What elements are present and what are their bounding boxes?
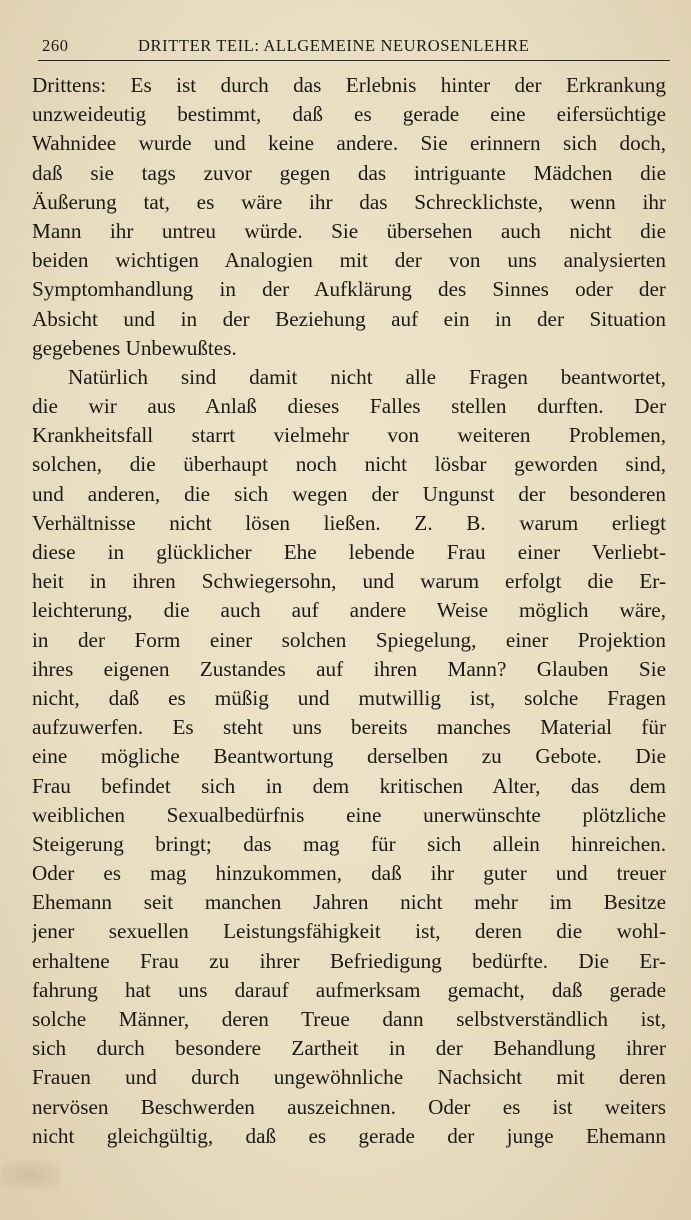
text-line: solche Männer, deren Treue dann selbstverständlich ist, <box>32 1007 666 1031</box>
text-line: Oder es mag hinzukommen, daß ihr guter und treuer <box>32 861 666 886</box>
text-line: Frau befindet sich in dem kritischen Alter, das dem <box>32 773 666 798</box>
paragraph-end-line: gegebenes Unbewußtes. <box>32 335 237 360</box>
text-line: Mann ihr untreu würde. Sie übersehen auch nicht die <box>32 218 666 243</box>
text-line: nervösen Beschwerden auszeichnen. Oder es ist weiters <box>32 1094 666 1119</box>
text-line: Steigerung bringt; das mag für sich allein hinreichen. <box>32 831 666 856</box>
text-line: Verhältnisse nicht lösen ließen. Z. B. warum erliegt <box>32 510 666 535</box>
text-line: in der Form einer solchen Spiegelung, einer Projektion <box>32 627 666 652</box>
text-line: sich durch besondere Zartheit in der Behandlung ihrer <box>32 1036 666 1061</box>
text-line: weiblichen Sexualbedürfnis eine unerwünschte plötzliche <box>32 802 666 827</box>
page-number: 260 <box>42 36 69 55</box>
text-line: ihres eigenen Zustandes auf ihren Mann? Glauben Sie <box>32 656 666 681</box>
text-line: nicht, daß es müßig und mutwillig ist, solche Fragen <box>32 685 666 710</box>
text-line: leichterung, die auch auf andere Weise möglich wäre, <box>32 598 666 623</box>
text-line: Ehemann seit manchen Jahren nicht mehr im Besitze <box>32 890 666 915</box>
text-line: Krankheitsfall starrt vielmehr von weiteren Problemen, <box>32 423 666 448</box>
paper-stain <box>1 1160 61 1190</box>
text-line: daß sie tags zuvor gegen das intriguante Mädchen die <box>32 160 666 185</box>
text-line: nicht gleichgültig, daß es gerade der junge Ehemann <box>32 1123 666 1148</box>
text-line: Wahnidee wurde und keine andere. Sie erinnern sich doch, <box>32 131 666 156</box>
body-text <box>32 71 666 1151</box>
text-line: die wir aus Anlaß dieses Falles stellen durften. Der <box>32 394 666 419</box>
text-line: diese in glücklicher Ehe lebende Frau einer Verliebt- <box>32 540 666 564</box>
text-line: heit in ihren Schwiegersohn, und warum erfolgt die Er- <box>32 569 666 594</box>
text-line: Absicht und in der Beziehung auf ein in der Situation <box>32 306 666 331</box>
paragraph-start-line: Natürlich sind damit nicht alle Fragen beantwortet, <box>68 364 666 389</box>
text-line: Drittens: Es ist durch das Erlebnis hinter der Erkrankung <box>32 73 666 97</box>
running-head <box>38 36 670 61</box>
running-title: DRITTER TEIL: ALLGEMEINE NEUROSENLEHRE <box>138 36 530 55</box>
text-line: aufzuwerfen. Es steht uns bereits manches Material für <box>32 715 666 740</box>
text-line: und anderen, die sich wegen der Ungunst der besonderen <box>32 481 666 506</box>
text-line: eine mögliche Beantwortung derselben zu Gebote. Die <box>32 744 666 769</box>
text-line: jener sexuellen Leistungsfähigkeit ist, deren die wohl- <box>32 919 666 944</box>
text-line: Äußerung tat, es wäre ihr das Schrecklichste, wenn ihr <box>32 189 666 214</box>
text-line: unzweideutig bestimmt, daß es gerade eine eifersüchtige <box>32 102 666 127</box>
text-line: Symptomhandlung in der Aufklärung des Sinnes oder der <box>32 277 666 302</box>
text-line: fahrung hat uns darauf aufmerksam gemacht, daß gerade <box>32 977 666 1002</box>
text-line: beiden wichtigen Analogien mit der von uns analysierten <box>32 248 666 273</box>
text-line: Frauen und durch ungewöhnliche Nachsicht mit deren <box>32 1065 666 1090</box>
text-line: solchen, die überhaupt noch nicht lösbar geworden sind, <box>32 452 666 477</box>
text-line: erhaltene Frau zu ihrer Befriedigung bedürfte. Die Er- <box>32 948 666 973</box>
